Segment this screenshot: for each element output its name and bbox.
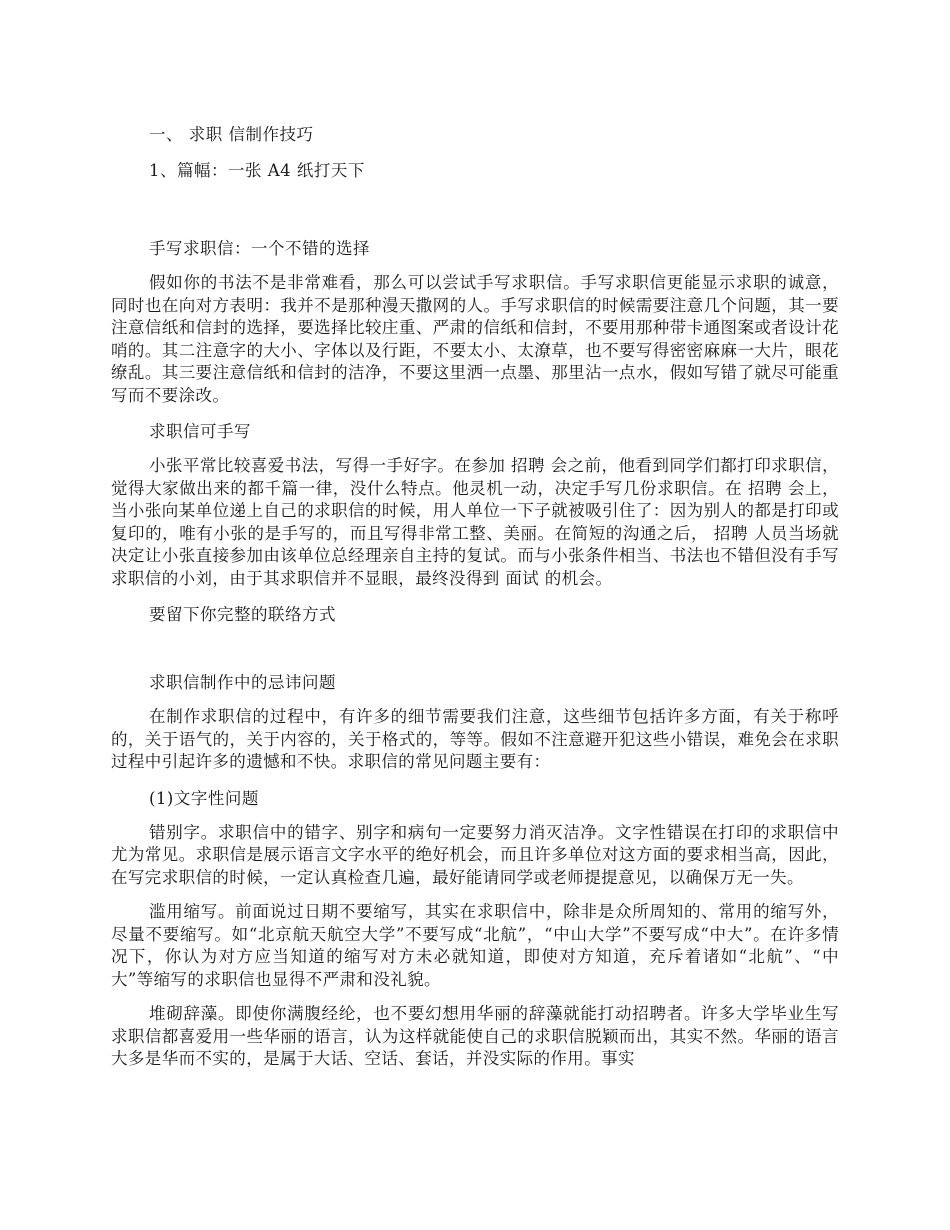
paragraph-taboo: 在制作求职信的过程中，有许多的细节需要我们注意，这些细节包括许多方面，有关于称呼的，关于语气的，关于内容的，关于格式的，等等。假如不注意避开犯这些小错误，难免会在求职过程中引起许多的遗憾和不快。求职信的常见问题主要有：: [111, 707, 839, 771]
topic-heading-contact: 要留下你完整的联络方式: [149, 605, 336, 624]
spacer: [111, 445, 839, 455]
spacer: [111, 991, 839, 1003]
spacer: [111, 590, 839, 602]
subsection-heading: 1、篇幅：一张 A4 纸打天下: [149, 161, 365, 180]
spacer: [111, 774, 839, 786]
section-heading: 一、 求职 信制作技巧: [149, 125, 314, 144]
spacer: [111, 889, 839, 901]
spacer: [111, 628, 839, 670]
paragraph-xiaozhang-story: 小张平常比较喜爱书法，写得一手好字。在参加 招聘 会之前，他看到同学们都打印求职信，觉得大家做出来的都千篇一律，没什么特点。他灵机一动，决定手写几份求职信。在 招聘 会上，当小张向某单位递上自己的求职信的时候，用人单位一下子就被吸引住了：因为别人的都是打印或复印的，唯有小张的是手写的，而且写得非常工整、美丽。在简短的沟通之后， 招聘 人员当场就决定让小张直接参加由该单位总经理亲自主持的复试。而与小张条件相当、书法也不错但没有手写求职信的小刘，由于其求职信并不显眼，最终没得到 面试 的机会。: [111, 456, 839, 588]
paragraph-abbreviations: 滥用缩写。前面说过日期不要缩写，其实在求职信中，除非是众所周知的、常用的缩写外，尽量不要缩写。如“北京航天航空大学”不要写成“北航”，“中山大学”不要写成“中大”。在许多情况下，你认为对方应当知道的缩写对方未必就知道，即使对方知道，充斥着诸如“北航”、“中大”等缩写的求职信也显得不严肃和没礼貌。: [111, 902, 839, 989]
paragraph-handwritten: 假如你的书法不是非常难看，那么可以尝试手写求职信。手写求职信更能显示求职的诚意，同时也在向对方表明：我并不是那种漫天撒网的人。手写求职信的时候需要注意几个问题，其一要注意信纸和信封的选择，要选择比较庄重、严肃的信纸和信封，不要用那种带卡通图案或者设计花哨的。其二注意字的大小、字体以及行距，不要太小、太潦草，也不要写得密密麻麻一大片，眼花缭乱。其三要注意信纸和信封的洁净，不要这里洒一点墨、那里沾一点水，假如写错了就尽可能重写而不要涂改。: [111, 273, 839, 405]
spacer: [111, 812, 839, 822]
spacer: [111, 148, 839, 158]
spacer: [111, 184, 839, 236]
spacer: [111, 407, 839, 419]
spacer: [111, 262, 839, 272]
topic-heading-text-issue: (1)文字性问题: [149, 788, 259, 808]
paragraph-typos: 错别字。求职信中的错字、别字和病句一定要努力消灭洁净。文字性错误在打印的求职信中尤为常见。求职信是展示语言文字水平的绝好机会，而且许多单位对这方面的要求相当高，因此，在写完求职信的时候，一定认真检查几遍，最好能请同学或老师提提意见，以确保万无一失。: [111, 822, 839, 887]
topic-heading-can-handwrite: 求职信可手写: [149, 422, 251, 441]
spacer: [111, 696, 839, 706]
document-body: [111, 122, 839, 1071]
topic-heading-taboo: 求职信制作中的忌讳问题: [149, 673, 336, 692]
topic-heading-handwritten: 手写求职信：一个不错的选择: [149, 239, 370, 258]
paragraph-flowery-language: 堆砌辞藻。即使你满腹经纶，也不要幻想用华丽的辞藻就能打动招聘者。许多大学毕业生写求职信都喜爱用一些华丽的语言，认为这样就能使自己的求职信脱颖而出，其实不然。华丽的语言大多是华而不实的，是属于大话、空话、套话，并没实际的作用。事实: [111, 1004, 839, 1068]
